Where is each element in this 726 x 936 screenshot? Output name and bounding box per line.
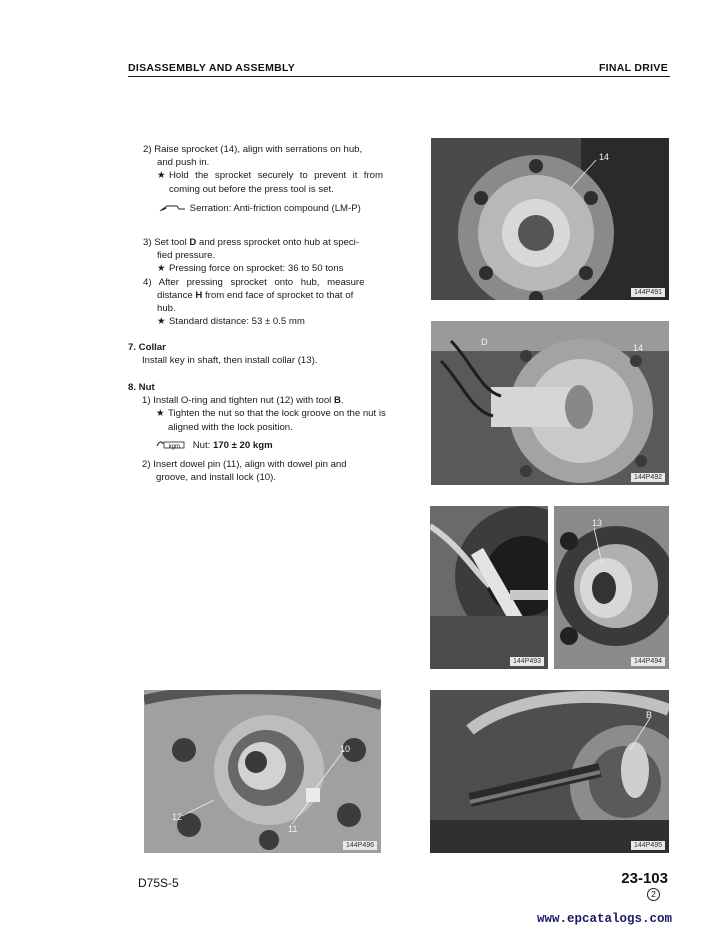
section-header-left: DISASSEMBLY AND ASSEMBLY bbox=[128, 62, 296, 74]
step-2-serration bbox=[143, 202, 383, 215]
nut-section bbox=[128, 381, 388, 484]
nut-caution bbox=[128, 407, 388, 433]
step-3-line-1: 3) Set tool D and press sprocket onto hub at speci- bbox=[143, 237, 359, 248]
step-3-note bbox=[143, 262, 383, 275]
page-number: 23-103 bbox=[621, 870, 668, 887]
collar-section bbox=[128, 341, 388, 367]
section-header-right: FINAL DRIVE bbox=[598, 62, 668, 74]
nut-title: 8. Nut bbox=[128, 382, 155, 393]
photo-measure-distance bbox=[430, 506, 548, 669]
step-4-line-1: 4) After pressing sprocket onto hub, measure bbox=[143, 276, 365, 288]
step-2-block bbox=[143, 143, 383, 215]
star-icon: ★ bbox=[157, 170, 166, 182]
nut-label: Nut: bbox=[192, 439, 213, 451]
revision-mark: 2 bbox=[647, 888, 660, 901]
photo-4-graphic bbox=[554, 506, 669, 669]
step-4-note-text: Standard distance: 53 ± 0.5 mm bbox=[169, 316, 305, 328]
photo-2-code: 144P492 bbox=[631, 473, 665, 482]
step-2-line-2: and push in. bbox=[157, 157, 210, 169]
step-3-line-2: fied pressure. bbox=[157, 250, 216, 262]
model-number: D75S-5 bbox=[138, 876, 179, 890]
photo-4-code: 144P494 bbox=[631, 657, 665, 666]
step-3-4-block bbox=[143, 236, 383, 328]
photo-tighten-nut bbox=[430, 690, 669, 853]
nut-torque-value: 170 ± 20 kgm bbox=[212, 439, 273, 451]
tool-d: D bbox=[189, 237, 197, 248]
label-b: B bbox=[646, 710, 653, 720]
nut-torque bbox=[128, 439, 388, 454]
step-4-note bbox=[143, 315, 383, 328]
label-10: 10 bbox=[340, 744, 351, 754]
photo-6-code: 144P495 bbox=[631, 841, 665, 850]
photo-6-graphic bbox=[430, 690, 669, 853]
photo-5-code: 144P496 bbox=[343, 841, 377, 850]
label-d: D bbox=[481, 337, 488, 347]
collar-title: 7. Collar bbox=[128, 342, 166, 353]
photo-5-graphic bbox=[144, 690, 381, 853]
photo-3-graphic bbox=[430, 506, 548, 669]
tool-b: B bbox=[333, 395, 341, 407]
step-2-caution bbox=[143, 169, 383, 195]
nut-step-1: 1) Install O-ring and tighten nut (12) with tool B. bbox=[142, 395, 344, 407]
star-icon: ★ bbox=[156, 408, 165, 420]
step-4-line-2: distance H from end face of sprocket to that of bbox=[157, 289, 354, 301]
photo-1-code: 144P491 bbox=[631, 288, 665, 297]
star-icon: ★ bbox=[157, 263, 166, 275]
header-rule bbox=[128, 76, 670, 77]
watermark: www.epcatalogs.com bbox=[536, 912, 672, 926]
collar-text: Install key in shaft, then install collar (13). bbox=[142, 355, 318, 367]
step-3-note-text: Pressing force on sprocket: 36 to 50 tons bbox=[169, 263, 344, 275]
step-4-line-3: hub. bbox=[157, 303, 176, 315]
label-14: 14 bbox=[633, 343, 644, 353]
kgm-tag: kgm bbox=[168, 443, 181, 450]
photo-sprocket-raise bbox=[431, 138, 669, 300]
nut-step-2-line-1: 2) Insert dowel pin (11), align with dowel pin and bbox=[142, 459, 347, 471]
label-12: 12 bbox=[172, 812, 183, 822]
dim-h: H bbox=[195, 289, 203, 301]
photo-lock-install bbox=[144, 690, 381, 853]
serration-text: Serration: Anti-friction compound (LM-P) bbox=[189, 202, 361, 214]
step-2-caution-text: Hold the sprocket securely to prevent it from coming out before the press tool is set. bbox=[169, 170, 383, 195]
photo-press-tool bbox=[431, 321, 669, 485]
label-13: 13 bbox=[592, 518, 603, 528]
nut-step-2-line-2: groove, and install lock (10). bbox=[156, 472, 276, 484]
grease-gun-icon bbox=[159, 203, 187, 213]
label-11: 11 bbox=[288, 824, 298, 834]
label-14: 14 bbox=[599, 152, 610, 162]
star-icon: ★ bbox=[157, 316, 166, 328]
photo-collar bbox=[554, 506, 669, 669]
nut-caution-text: Tighten the nut so that the lock groove on the nut is aligned with the lock position. bbox=[168, 408, 386, 433]
photo-1-graphic bbox=[431, 138, 669, 300]
step-2-line-1: 2) Raise sprocket (14), align with serrations on hub, bbox=[143, 144, 363, 155]
photo-3-code: 144P493 bbox=[510, 657, 544, 666]
